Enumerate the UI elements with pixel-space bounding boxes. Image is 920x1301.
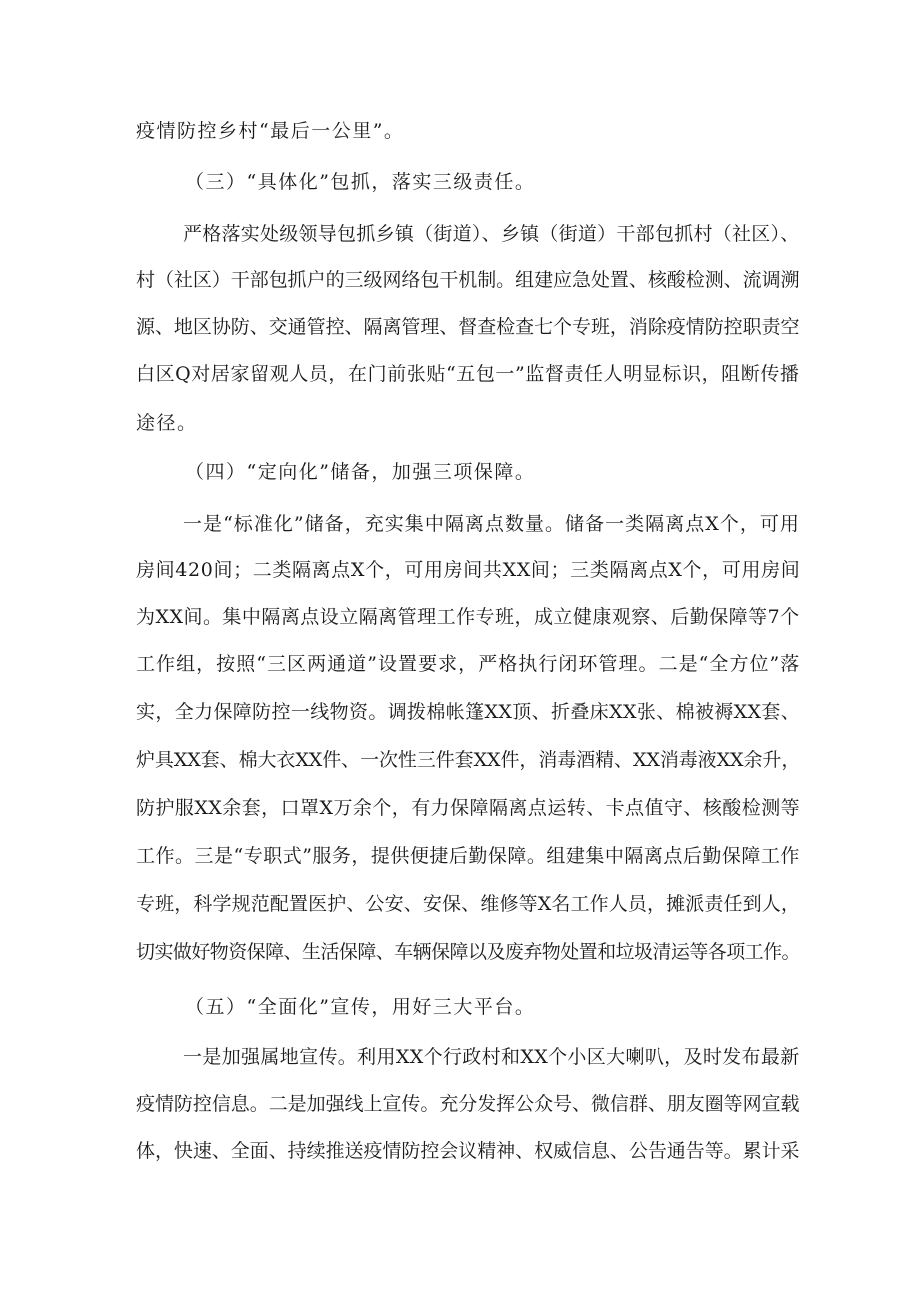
text-line: 防护服XX余套，口罩X万余个，有力保障隔离点运转、卡点值守、核酸检测等 (136, 797, 801, 819)
text-line: 切实做好物资保障、生活保障、车辆保障以及废弃物处置和垃圾清运等各项工作。 (136, 941, 801, 963)
text-line: 疫情防控乡村“最后一公里”。 (136, 120, 405, 142)
text-line: 工作。三是“专职式”服务，提供便捷后勤保障。组建集中隔离点后勤保障工作 (136, 845, 800, 867)
text-line: 一是加强属地宣传。利用XX个行政村和XX个小区大喇叭，及时发布最新 (183, 1046, 800, 1068)
text-line: 专班，科学规范配置医护、公安、安保、维修等X名工作人员，摊派责任到人， (136, 893, 801, 915)
heading-text: （五）“全面化”宣传，用好三大平台。 (185, 996, 536, 1018)
text-line: 途径。 (136, 412, 198, 434)
heading-text: （四）“定向化”储备，加强三项保障。 (185, 461, 536, 483)
text-line: 村（社区）干部包抓户的三级网络包干机制。组建应急处置、核酸检测、流调溯 (136, 269, 800, 291)
text-line: 一是“标准化”储备，充实集中隔离点数量。储备一类隔离点X个，可用 (183, 513, 800, 535)
text-line: 为XX间。集中隔离点设立隔离管理工作专班，成立健康观察、后勤保障等7个 (136, 606, 800, 628)
text-line: 严格落实处级领导包抓乡镇（街道）、乡镇（街道）干部包抓村（社区）、 (183, 223, 800, 245)
text-line: 源、地区协防、交通管控、隔离管理、督查检查七个专班，消除疫情防控职责空 (136, 316, 800, 338)
text-line: 实，全力保障防控一线物资。调拨棉帐篷XX顶、折叠床XX张、棉被褥XX套、 (136, 701, 801, 723)
text-line: 体，快速、全面、持续推送疫情防控会议精神、权威信息、公告通告等。累计采 (136, 1140, 800, 1162)
heading-text: （三）“具体化”包抓，落实三级责任。 (185, 171, 536, 193)
text-line: 炉具XX套、棉大衣XX件、一次性三件套XX件，消毒酒精、XX消毒液XX余升， (136, 749, 801, 771)
text-line: 疫情防控信息。二是加强线上宣传。充分发挥公众号、微信群、朋友圈等网宣载 (136, 1093, 800, 1115)
text-line: 房间420间；二类隔离点X个，可用房间共XX间；三类隔离点X个，可用房间 (136, 559, 801, 581)
text-line: 工作组，按照“三区两通道”设置要求，严格执行闭环管理。二是“全方位”落 (136, 653, 801, 675)
text-line: 白区Q对居家留观人员，在门前张贴“五包一”监督责任人明显标识，阻断传播 (136, 363, 800, 385)
